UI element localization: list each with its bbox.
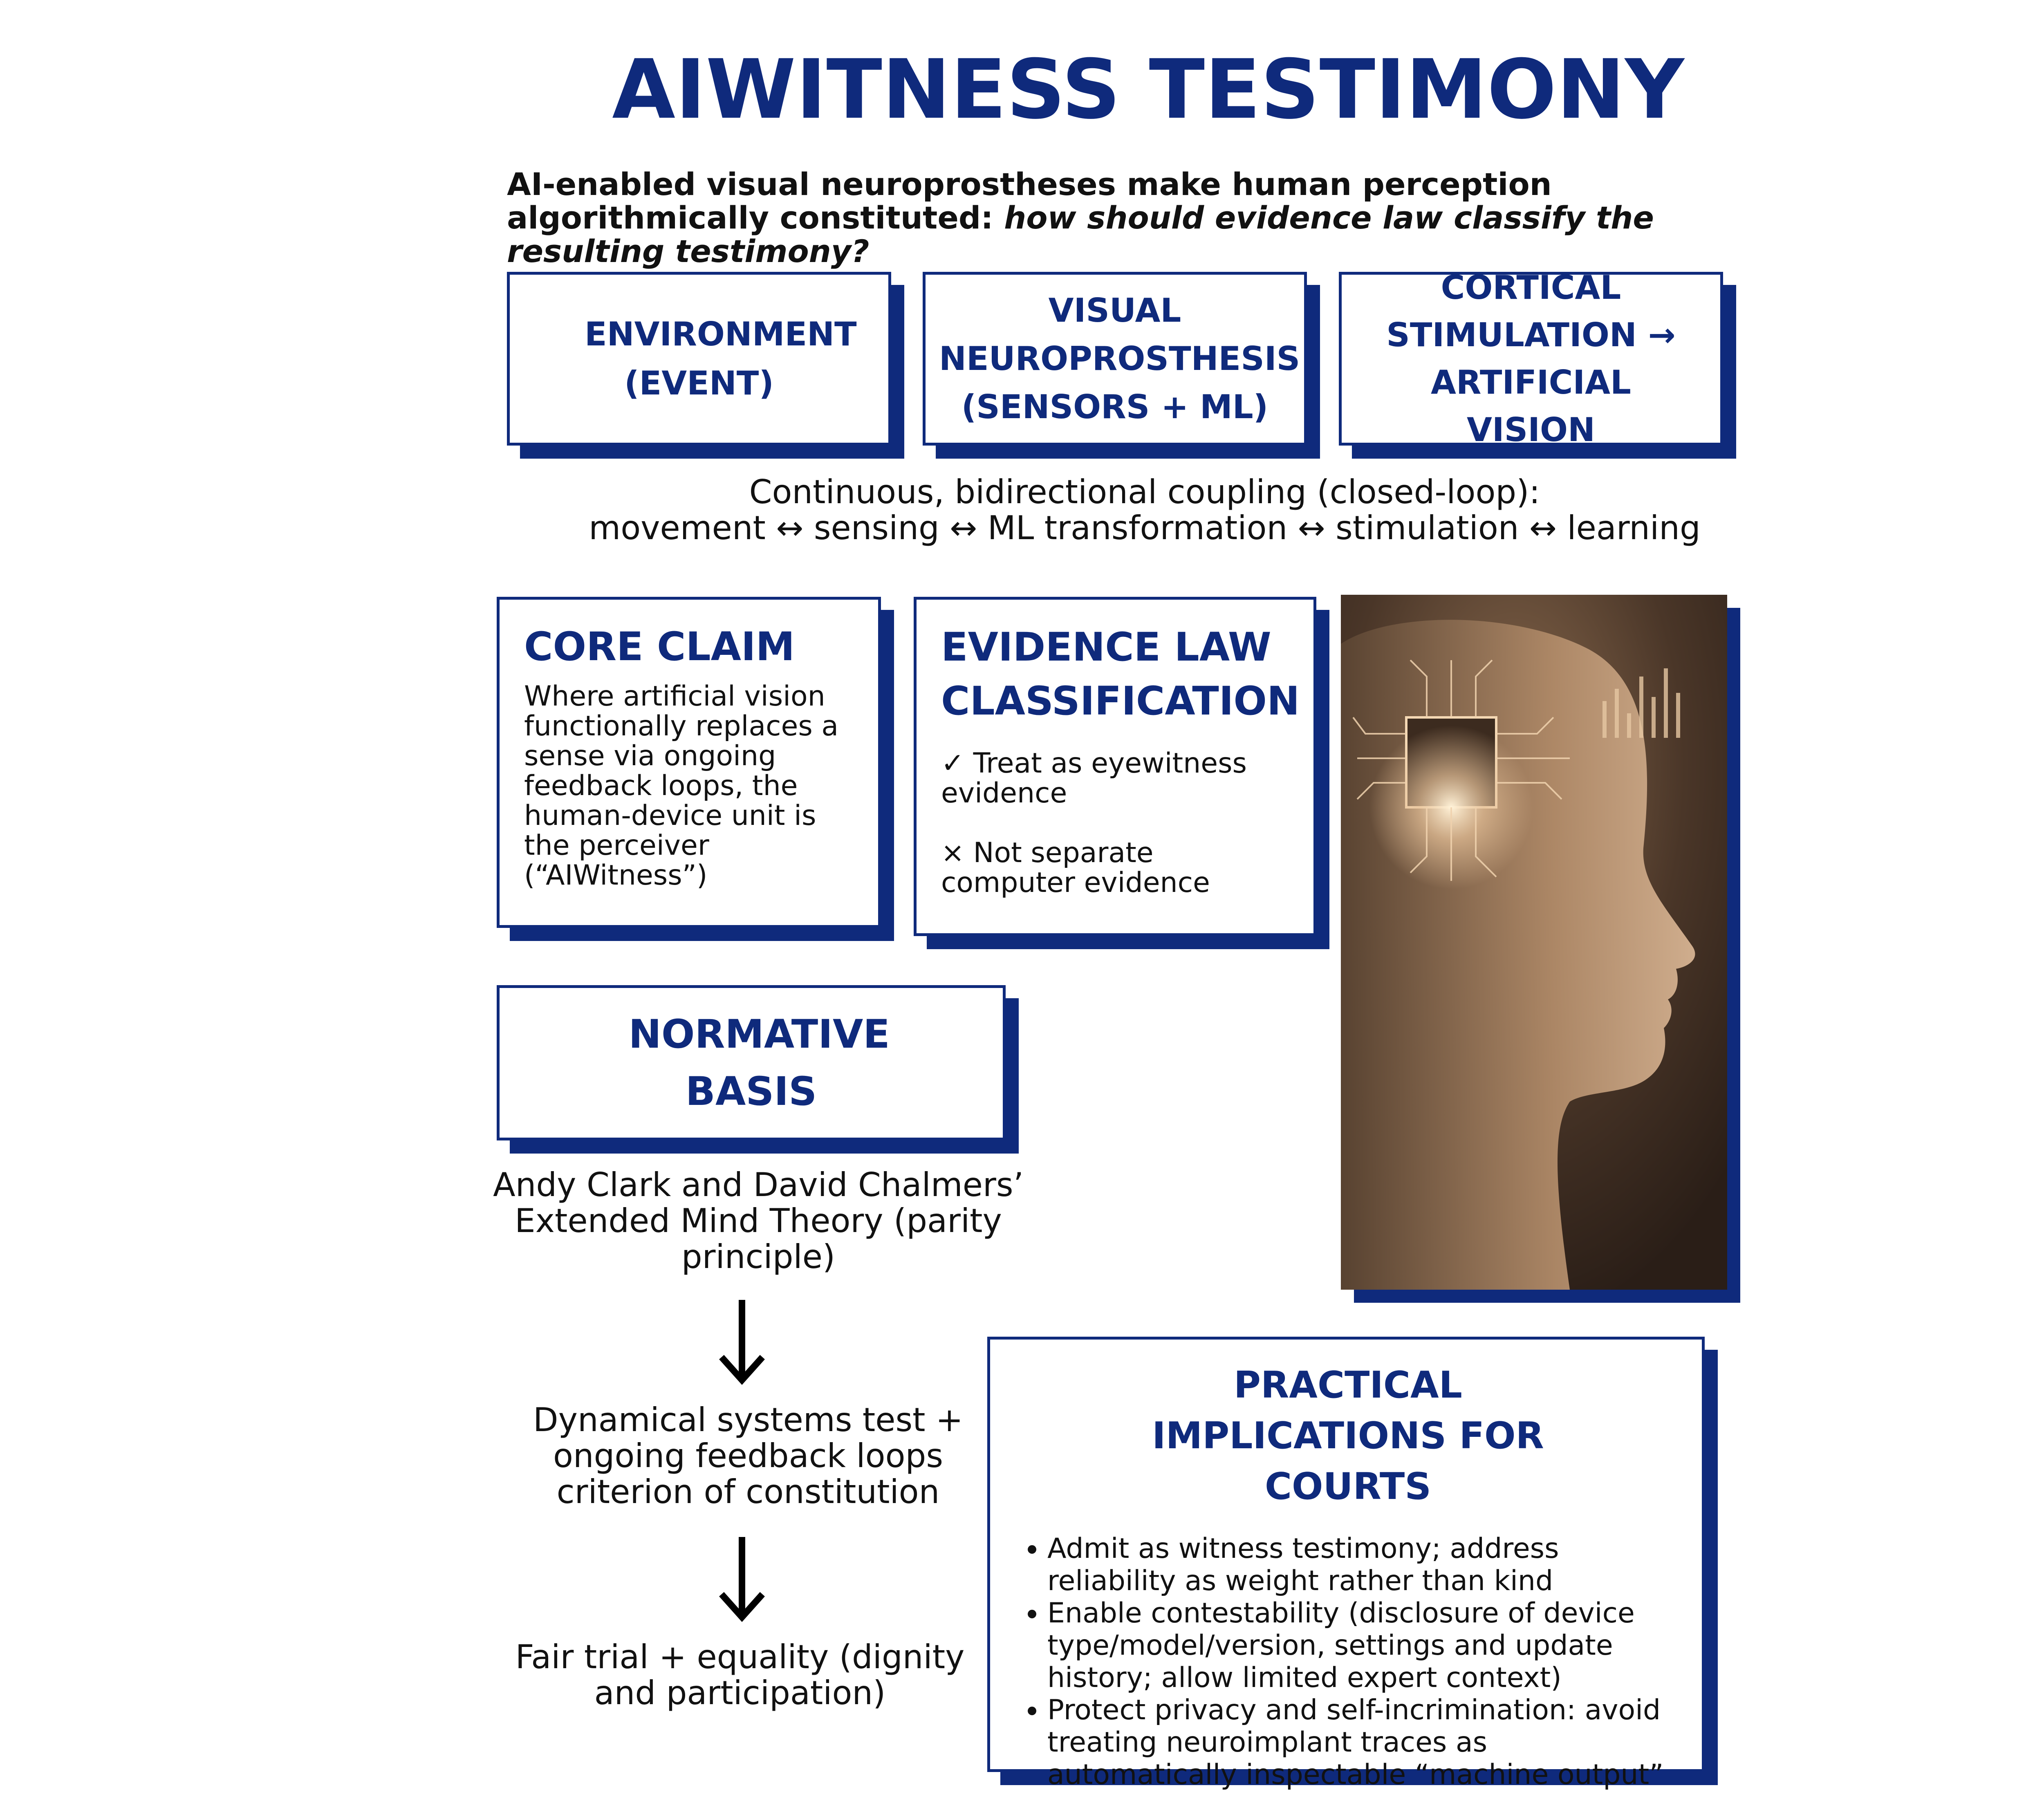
evidence-law-no: × Not separate computer evidence (941, 837, 1210, 899)
practical-implications-heading: PRACTICAL IMPLICATIONS FOR COURTS (1152, 1364, 1544, 1508)
extended-mind-text: Andy Clark and David Chalmers’ Extended Mind Theory (parity principle) (493, 1166, 1024, 1276)
practical-implications-box (987, 1337, 1705, 1791)
core-claim-text: Where artificial vision functionally replaces a sense via ongoing feedback loops, the human-device unit is the perceiver (“AIWitness”) (524, 680, 839, 892)
fair-trial-text: Fair trial + equality (dignity and participation) (515, 1638, 965, 1712)
coupling-line-2: movement ↔ sensing ↔ ML transformation ↔ stimulation ↔ learning (589, 509, 1701, 547)
box-environment (507, 272, 891, 446)
page-title: AIWITNESS TESTIMONY (612, 42, 1684, 137)
box-environment-label: ENVIRONMENT (EVENT) (585, 315, 857, 402)
evidence-law-box (914, 597, 1316, 936)
down-arrow-icon (717, 1300, 766, 1386)
dynamical-systems-text: Dynamical systems test + ongoing feedback loops criterion of constitution (533, 1401, 963, 1511)
ai-head-image (1341, 595, 1727, 1290)
box-cortical-stimulation (1339, 268, 1723, 449)
normative-basis-heading: NORMATIVE BASIS (628, 1011, 890, 1114)
list-item: • Admit as witness testimony; address reliability as weight rather than kind (1047, 1532, 1681, 1597)
coupling-line-1: Continuous, bidirectional coupling (closed-loop): (749, 473, 1540, 511)
evidence-law-heading: EVIDENCE LAW CLASSIFICATION (941, 624, 1300, 724)
list-item: • Enable contestability (disclosure of device type/model/version, settings and update history; allow limited expert context) (1047, 1597, 1681, 1694)
normative-basis-box (497, 985, 1006, 1140)
ai-head-illustration (1341, 595, 1727, 1290)
core-claim-box (497, 597, 881, 928)
core-claim-heading: CORE CLAIM (524, 624, 795, 670)
practical-implications-list (1015, 1532, 1681, 1791)
down-arrow-icon (717, 1537, 766, 1623)
subtitle (507, 168, 1766, 268)
coupling-text (450, 474, 1840, 546)
box-cortical-stimulation-label: CORTICAL STIMULATION → ARTIFICIAL VISION (1386, 268, 1676, 449)
box-neuroprosthesis (923, 272, 1307, 446)
list-item: • Protect privacy and self-incrimination: avoid treating neuroimplant traces as automatically inspectable “machine output” (1047, 1694, 1681, 1791)
evidence-law-yes: ✓ Treat as eyewitness evidence (941, 747, 1247, 809)
box-neuroprosthesis-label: VISUAL NEUROPROSTHESIS (SENSORS + ML) (939, 291, 1300, 426)
subtitle-italic: how should evidence law classify the resulting testimony? (507, 199, 1654, 269)
subtitle-plain: AI-enabled visual neuroprostheses make human perception algorithmically constituted: (507, 166, 1552, 236)
